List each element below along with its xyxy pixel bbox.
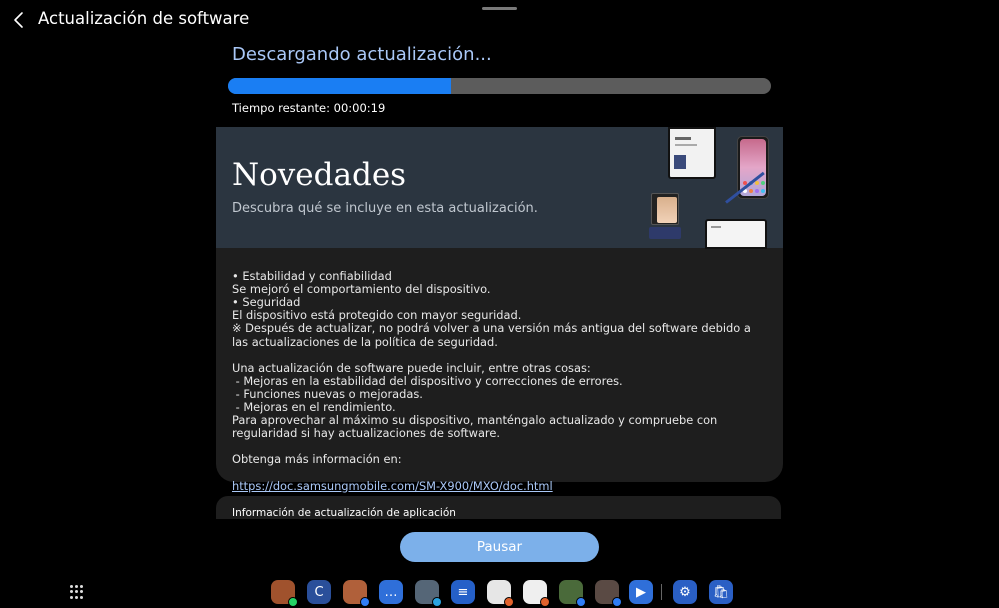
body-line: las actualizaciones de la política de seguridad.: [232, 334, 498, 349]
app-update-card[interactable]: [216, 496, 781, 519]
phone-app-icon[interactable]: C: [307, 580, 331, 604]
contacts-whatsapp-icon[interactable]: [271, 580, 295, 604]
app-badge-icon: [288, 597, 298, 607]
app-badge-icon: [612, 597, 622, 607]
news-card[interactable]: [216, 127, 783, 493]
download-progress-fill: [228, 78, 451, 94]
dock-separator: [661, 584, 662, 600]
galaxy-store-icon[interactable]: 🛍: [709, 580, 733, 604]
news-body-lines: [232, 270, 772, 466]
contact-messenger-2-icon[interactable]: [595, 580, 619, 604]
header: [0, 0, 999, 40]
app-badge-icon: [360, 597, 370, 607]
body-line: Obtenga más información en:: [232, 452, 402, 467]
messages-icon[interactable]: …: [379, 580, 403, 604]
laptop-illustration: [649, 193, 683, 241]
chevron-left-icon: [8, 9, 30, 31]
more-info-link[interactable]: https://doc.samsungmobile.com/SM-X900/MXO/doc.html: [232, 478, 553, 493]
tablet-illustration: [668, 127, 716, 179]
body-line: Una actualización de software puede incluir, entre otras cosas:: [232, 360, 591, 375]
body-line: Para aprovechar al máximo su dispositivo, manténgalo actualizado y compruebe con: [232, 413, 718, 428]
download-status: Descargando actualización...: [232, 44, 492, 65]
body-line: - Funciones nuevas o mejoradas.: [232, 386, 423, 401]
news-body: [232, 257, 772, 493]
download-progress-bar: [228, 78, 771, 94]
news-subtitle: Descubra qué se incluye en esta actualización.: [232, 201, 538, 216]
time-remaining: Tiempo restante: 00:00:19: [232, 101, 386, 115]
tablet-pen-illustration: [705, 219, 767, 249]
app-badge-icon: [432, 597, 442, 607]
back-button[interactable]: [8, 9, 30, 31]
contact-gallery-icon[interactable]: [559, 580, 583, 604]
app-badge-icon: [504, 597, 514, 607]
samsung-notes-icon[interactable]: ≡: [451, 580, 475, 604]
contact-telegram-icon[interactable]: [415, 580, 439, 604]
body-line: • Seguridad: [232, 295, 301, 310]
body-gap: [232, 349, 772, 362]
contact-app-icon[interactable]: [487, 580, 511, 604]
news-title: Novedades: [232, 157, 407, 193]
page-title: Actualización de software: [38, 9, 250, 28]
app-update-title: Información de actualización de aplicación: [232, 507, 456, 519]
contacts-messenger-icon[interactable]: [343, 580, 367, 604]
settings-icon[interactable]: ⚙: [673, 580, 697, 604]
pause-button[interactable]: Pausar: [400, 532, 599, 562]
youtube-icon[interactable]: ▶: [629, 580, 653, 604]
body-line: Se mejoró el comportamiento del dispositivo.: [232, 282, 491, 297]
taskbar: [0, 578, 999, 606]
body-line: - Mejoras en el rendimiento.: [232, 400, 396, 415]
body-line: ※ Después de actualizar, no podrá volver a una versión más antigua del software debido a: [232, 321, 751, 336]
body-line: • Estabilidad y confiabilidad: [232, 269, 392, 284]
apps-grid-icon[interactable]: [70, 585, 84, 599]
contact-app-2-icon[interactable]: [523, 580, 547, 604]
app-badge-icon: [540, 597, 550, 607]
body-line: - Mejoras en la estabilidad del dispositivo y correcciones de errores.: [232, 373, 623, 388]
body-line: regularidad si hay actualizaciones de software.: [232, 426, 500, 441]
body-line: El dispositivo está protegido con mayor seguridad.: [232, 308, 522, 323]
app-badge-icon: [576, 597, 586, 607]
news-banner: [216, 127, 783, 248]
